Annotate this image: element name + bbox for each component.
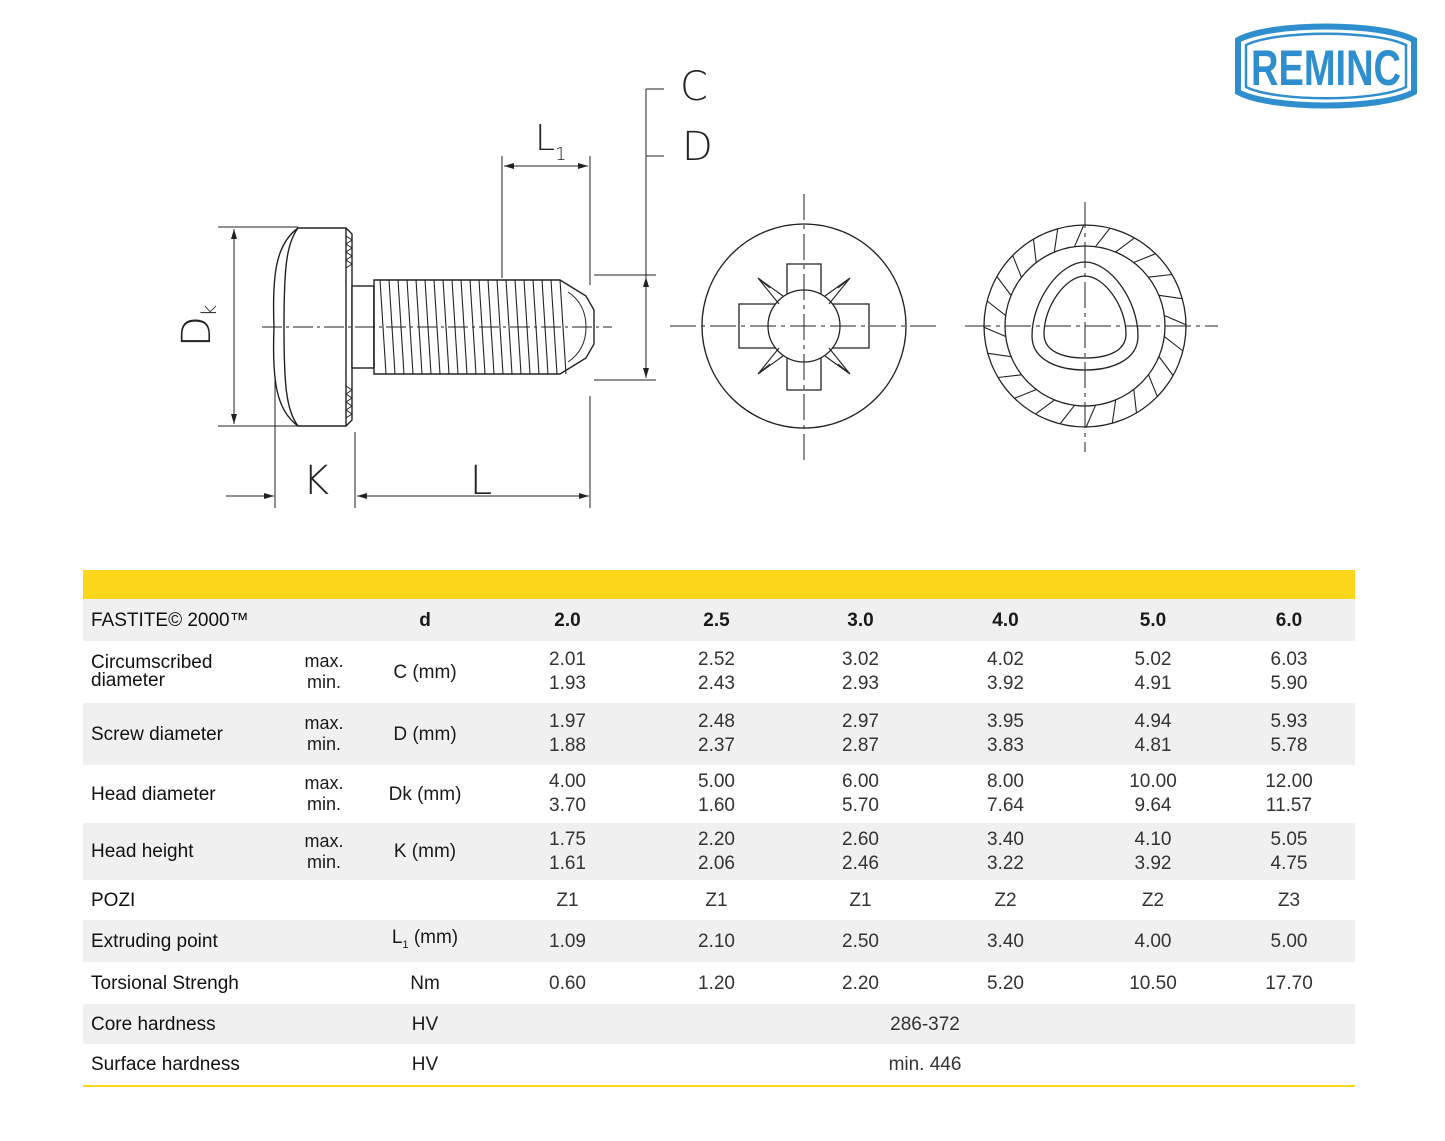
dim-l-label: L bbox=[469, 458, 493, 504]
max-min-label: max. min. bbox=[304, 773, 344, 814]
row-unit: Nm bbox=[410, 972, 440, 994]
table-cell: 1.75 1.61 bbox=[495, 823, 640, 880]
table-cell: 5.00 bbox=[1223, 920, 1355, 962]
row-unit: HV bbox=[355, 1004, 495, 1044]
table-cell: 286-372 bbox=[495, 1004, 1355, 1044]
table-row bbox=[83, 823, 1355, 880]
table-row bbox=[83, 1004, 1355, 1044]
max-min-label: max. min. bbox=[293, 703, 355, 765]
table-cell: 5.05 4.75 bbox=[1223, 823, 1355, 880]
table-cell: 10.00 9.64 bbox=[1129, 771, 1177, 816]
row-label: Torsional Strengh bbox=[91, 972, 239, 994]
table-cell: 2.48 2.37 bbox=[640, 703, 793, 765]
table-cell: 2.20 2.06 bbox=[640, 823, 793, 880]
table-cell: 6.00 5.70 bbox=[842, 771, 879, 816]
table-cell: 4.00 bbox=[1083, 920, 1223, 962]
table-cell: 2.52 2.43 bbox=[698, 649, 735, 694]
table-cell: min. 446 bbox=[495, 1044, 1355, 1086]
table-cell: 1.97 1.88 bbox=[495, 703, 640, 765]
row-label: Screw diameter bbox=[83, 703, 293, 765]
table-cell: 3.02 2.93 bbox=[842, 649, 879, 694]
table-cell: 3.40 3.22 bbox=[928, 823, 1083, 880]
row-label: Core hardness bbox=[83, 1004, 355, 1044]
size-header: 6.0 bbox=[1223, 599, 1355, 641]
row-unit: K (mm) bbox=[355, 823, 495, 880]
table-cell: 2.60 2.46 bbox=[793, 823, 928, 880]
row-unit: Dk (mm) bbox=[388, 783, 462, 805]
dim-c-d bbox=[594, 89, 664, 380]
table-cell: 5.20 bbox=[987, 972, 1024, 994]
table-row bbox=[83, 880, 1355, 920]
param-header: d bbox=[355, 599, 495, 641]
dim-c-label: C bbox=[680, 64, 708, 110]
table-cell: 5.00 1.60 bbox=[698, 771, 735, 816]
table-cell: 4.00 3.70 bbox=[549, 771, 586, 816]
dim-l1 bbox=[502, 156, 590, 285]
table-cell: Z2 bbox=[1141, 889, 1165, 911]
max-min-label: max. min. bbox=[293, 823, 355, 880]
table-cell: 3.95 3.83 bbox=[928, 703, 1083, 765]
table-row bbox=[83, 703, 1355, 765]
dim-d-label: D bbox=[682, 124, 713, 170]
table-cell: 5.02 4.91 bbox=[1134, 649, 1172, 694]
table-cell: 2.10 bbox=[640, 920, 793, 962]
table-row bbox=[83, 765, 1355, 823]
row-unit: C (mm) bbox=[393, 661, 457, 683]
table-cell: Z2 bbox=[994, 889, 1017, 911]
table-band bbox=[83, 570, 1355, 599]
table-cell: 4.94 4.81 bbox=[1083, 703, 1223, 765]
table-cell: 0.60 bbox=[549, 972, 586, 994]
row-label: Head diameter bbox=[91, 783, 216, 805]
table-row bbox=[83, 1044, 1355, 1086]
product-name: FASTITE© 2000™ bbox=[83, 599, 355, 641]
reminc-logo bbox=[1230, 18, 1422, 114]
table-cell: 6.03 5.90 bbox=[1270, 649, 1308, 694]
dim-l1-label: $L_1$ bbox=[535, 118, 567, 165]
table-cell: Z1 bbox=[556, 889, 579, 911]
pozi-head-view bbox=[670, 194, 938, 460]
table-cell: 2.20 bbox=[842, 972, 879, 994]
technical-drawing bbox=[0, 0, 1445, 560]
table-cell: Z1 bbox=[849, 889, 872, 911]
table-row bbox=[83, 962, 1355, 1004]
table-cell: 12.00 11.57 bbox=[1265, 771, 1313, 816]
table-cell: 10.50 bbox=[1129, 972, 1177, 994]
table-cell: 4.10 3.92 bbox=[1083, 823, 1223, 880]
dim-k-label: K bbox=[302, 458, 330, 504]
table-cell: 2.50 bbox=[793, 920, 928, 962]
table-cell: 1.20 bbox=[698, 972, 735, 994]
size-header: 2.0 bbox=[495, 599, 640, 641]
dim-dk-label: Dk bbox=[174, 304, 221, 347]
table-cell: 17.70 bbox=[1265, 972, 1313, 994]
row-label: POZI bbox=[91, 889, 136, 911]
table-cell: 4.02 3.92 bbox=[987, 649, 1024, 694]
table-row bbox=[83, 641, 1355, 703]
table-header-row bbox=[83, 599, 1355, 641]
table-cell: 3.40 bbox=[928, 920, 1083, 962]
max-min-label: max. min. bbox=[304, 651, 344, 692]
table-cell: 5.93 5.78 bbox=[1223, 703, 1355, 765]
table-cell: 8.00 7.64 bbox=[987, 771, 1024, 816]
row-label: Surface hardness bbox=[83, 1044, 355, 1086]
row-label: Extruding point bbox=[83, 920, 355, 962]
row-unit: D (mm) bbox=[355, 703, 495, 765]
size-header: 2.5 bbox=[640, 599, 793, 641]
table-cell: 2.01 1.93 bbox=[549, 649, 586, 694]
table-row bbox=[83, 920, 1355, 962]
size-header: 4.0 bbox=[928, 599, 1083, 641]
row-label: Circumscribed diameter bbox=[91, 652, 213, 691]
size-header: 3.0 bbox=[793, 599, 928, 641]
table-cell: 1.09 bbox=[495, 920, 640, 962]
row-unit: $L_1$ (mm) bbox=[355, 920, 495, 962]
spec-table bbox=[83, 570, 1355, 1087]
table-cell: Z1 bbox=[705, 889, 728, 911]
row-unit: HV bbox=[355, 1044, 495, 1086]
table-cell: Z3 bbox=[1277, 889, 1301, 911]
row-label: Head height bbox=[83, 823, 293, 880]
size-header: 5.0 bbox=[1083, 599, 1223, 641]
logo-text: REMINC bbox=[1251, 40, 1401, 96]
table-cell: 2.97 2.87 bbox=[793, 703, 928, 765]
